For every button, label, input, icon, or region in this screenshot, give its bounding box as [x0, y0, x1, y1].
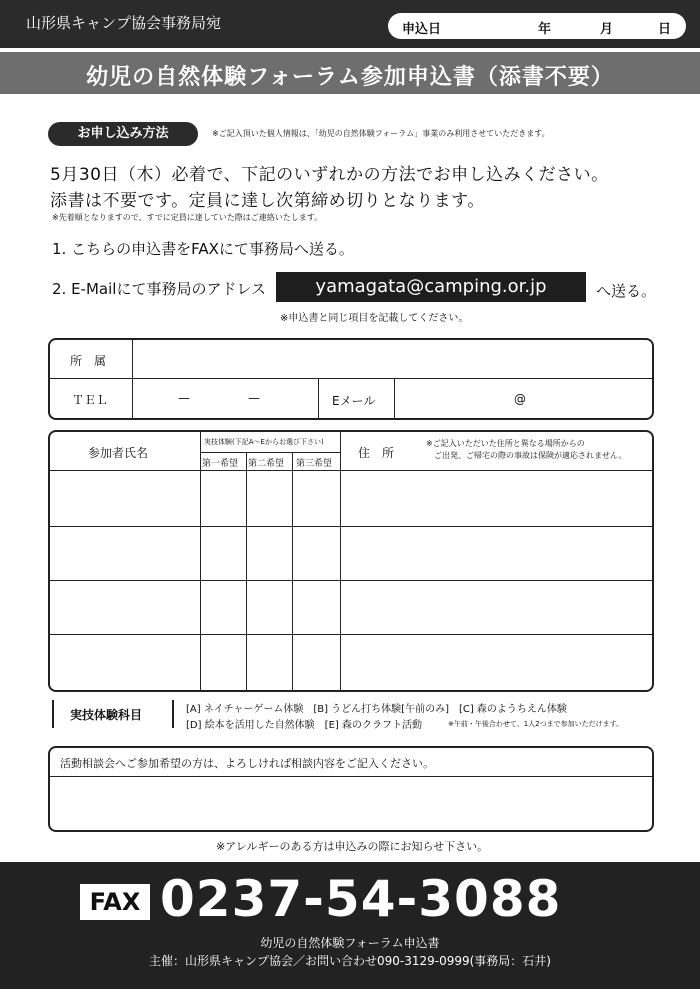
- year-label: 年: [538, 22, 552, 37]
- tel-dash2: —: [248, 391, 260, 405]
- practical-header: 実技体験(下記A～Eからお選び下さい): [204, 438, 324, 446]
- table-row[interactable]: [50, 528, 652, 578]
- day-label: 日: [658, 22, 672, 37]
- at-sign: @: [514, 392, 526, 406]
- step2-prefix: 2. E-Mailにて事務局のアドレス: [52, 280, 266, 298]
- month-label: 月: [600, 22, 614, 37]
- step1: 1. こちらの申込書をFAXにて事務局へ送る。: [52, 240, 354, 258]
- table-row[interactable]: [50, 582, 652, 632]
- contact-box: [48, 338, 654, 420]
- tel-dash1: —: [178, 391, 190, 405]
- method-note: ※先着順となりますので、すでに定員に達していた際はご連絡いたします。: [52, 213, 323, 222]
- consultation-field[interactable]: [52, 778, 650, 828]
- subjects-line2: [D] 絵本を活用した自然体験 [E] 森のクラフト活動: [186, 720, 422, 731]
- consultation-box: [48, 746, 654, 832]
- affiliation-label: 所 属: [70, 354, 107, 368]
- table-row[interactable]: [50, 636, 652, 688]
- method-line1: 5月30日（木）必着で、下記のいずれかの方法でお申し込みください。: [50, 165, 609, 185]
- address-note-1: ※ご記入いただいた住所と異なる場所からの: [426, 439, 585, 448]
- form-name: 幼児の自然体験フォーラム申込書: [260, 936, 440, 950]
- organizer-info: 主催：山形県キャンプ協会／お問い合わせ090-3129-0999(事務局：石井): [148, 954, 551, 968]
- subjects-note: ※午前・午後合わせて、1人2つまで参加いただけます。: [448, 720, 624, 728]
- email-field[interactable]: [396, 380, 648, 416]
- date-field[interactable]: [388, 13, 686, 39]
- tel-field[interactable]: [134, 380, 316, 416]
- organization: 山形県キャンプ協会事務局宛: [26, 14, 222, 32]
- tel-label: ＴＥＬ: [72, 393, 109, 407]
- table-row[interactable]: [50, 472, 652, 524]
- subjects-label: 実技体験科目: [70, 708, 143, 722]
- method-line2: 添書は不要です。定員に達し次第締め切りとなります。: [50, 191, 485, 211]
- subjects-line1: [A] ネイチャーゲーム体験 [B] うどん打ち体験[午前のみ] [C] 森のようちえん体験: [186, 704, 567, 715]
- date-label: 申込日: [402, 22, 442, 37]
- consultation-label: 活動相談会へご参加希望の方は、よろしければ相談内容をご記入ください。: [60, 757, 434, 770]
- fax-number: 0237-54-3088: [160, 870, 562, 928]
- email-address[interactable]: yamagata@camping.or.jp: [276, 272, 586, 302]
- step2-note: ※申込書と同じ項目を記載してください。: [280, 313, 469, 324]
- email-label: Eメール: [332, 394, 376, 408]
- privacy-note: ※ご記入頂いた個人情報は、「幼児の自然体験フォーラム」事業のみ利用させていただきます。: [212, 129, 550, 138]
- step2-suffix: へ送る。: [596, 282, 657, 300]
- fax-label: FAX: [80, 884, 150, 920]
- address-note-2: ご出発、ご帰宅の際の事故は保険が適応されません。: [434, 451, 627, 460]
- choice2-header: 第二希望: [248, 459, 285, 469]
- page-title: 幼児の自然体験フォーラム参加申込書（添書不要）: [86, 65, 614, 90]
- name-header: 参加者氏名: [88, 446, 149, 460]
- participants-table: [48, 430, 654, 692]
- choice1-header: 第一希望: [202, 459, 239, 469]
- choice3-header: 第三希望: [296, 459, 333, 469]
- allergy-note: ※アレルギーのある方は申込みの際にお知らせ下さい。: [216, 840, 489, 853]
- address-header: 住 所: [358, 446, 395, 460]
- affiliation-field[interactable]: [134, 342, 648, 376]
- method-heading: お申し込み方法: [48, 122, 198, 146]
